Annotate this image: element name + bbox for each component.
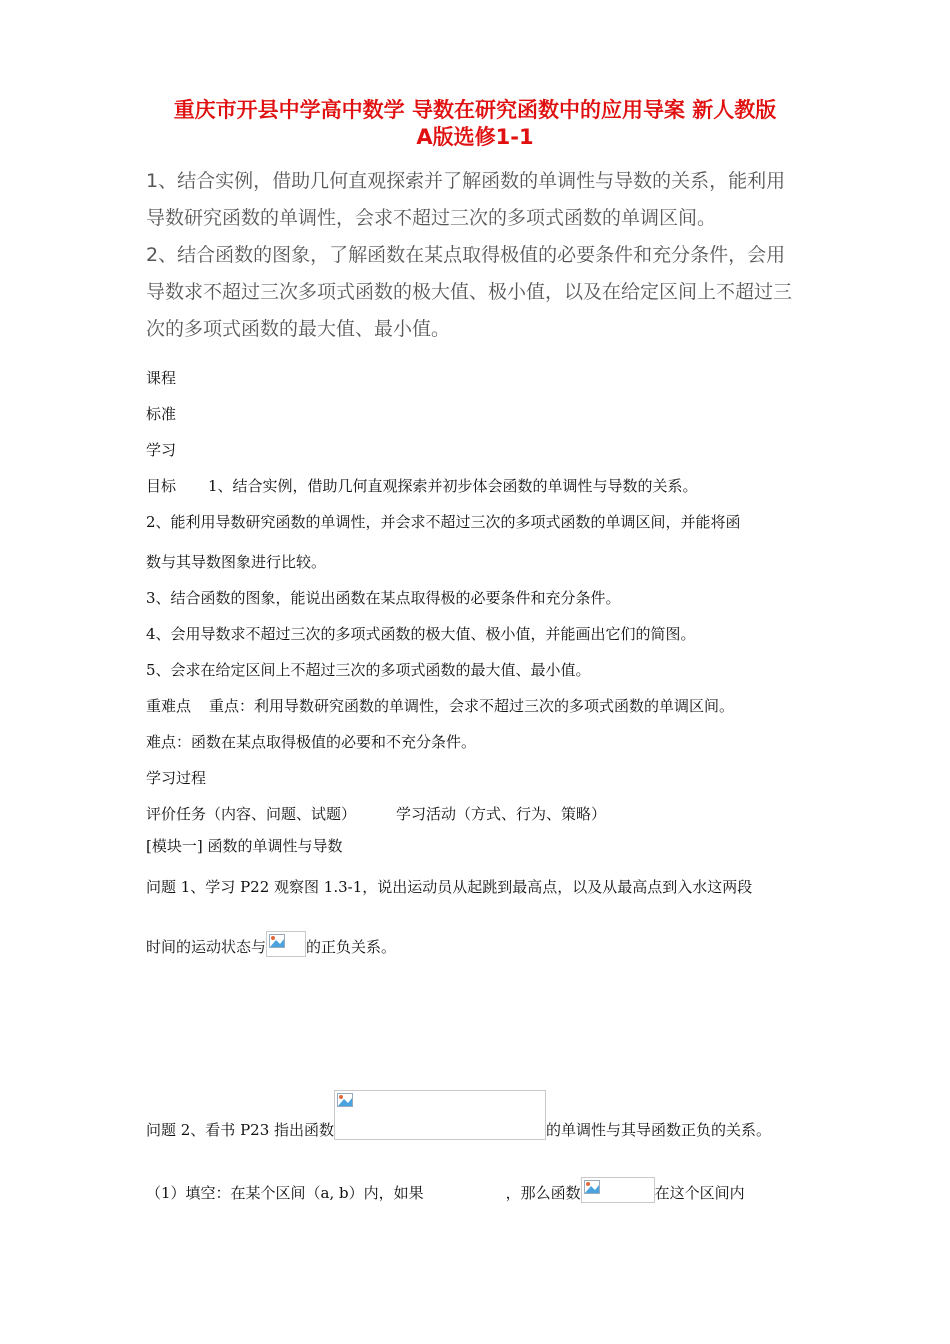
formula-image-placeholder <box>266 931 306 957</box>
intro-line-3: 2、结合函数的图象，了解函数在某点取得极值的必要条件和充分条件，会用 <box>146 244 786 266</box>
broken-image-icon <box>337 1093 353 1107</box>
question-1-line-a: 问题 1、学习 P22 观察图 1.3-1，说出运动员从起跳到最高点，以及从最高点到入水这两段 <box>146 878 753 896</box>
goal-5: 5、会求在给定区间上不超过三次的多项式函数的最大值、最小值。 <box>146 661 591 679</box>
question-1-line-b: 时间的运动状态与 的正负关系。 <box>146 931 396 957</box>
label-kecheng: 课程 <box>146 369 177 387</box>
document-title-line1: 重庆市开县中学高中数学 导数在研究函数中的应用导案 新人教版 <box>173 98 777 122</box>
goal-3: 3、结合函数的图象，能说出函数在某点取得极的必要条件和充分条件。 <box>146 589 621 607</box>
label-mubiao: 目标 <box>146 477 177 495</box>
columns-row <box>146 804 606 824</box>
question-2-line: 问题 2、看书 P23 指出函数 的单调性与其导函数正负的关系。 <box>146 1090 771 1140</box>
key-point: 重点：利用导数研究函数的单调性，会求不超过三次的多项式函数的单调区间。 <box>209 697 735 715</box>
goal-1: 1、结合实例，借助几何直观探索并初步体会函数的单调性与导数的关系。 <box>208 477 698 495</box>
label-xuexi: 学习 <box>146 441 177 459</box>
label-zhongnandian: 重难点 <box>146 697 192 715</box>
goal-row-1 <box>146 476 698 496</box>
module-one-heading: [模块一] 函数的单调性与导数 <box>146 837 343 855</box>
document-title-line2: A版选修1-1 <box>416 125 534 149</box>
broken-image-icon <box>269 934 285 948</box>
fill-in-line: （1）填空：在某个区间（a, b）内，如果 ，那么函数 在这个区间内 <box>146 1177 745 1203</box>
label-biaozhun: 标准 <box>146 405 177 423</box>
evaluation-tasks-heading: 评价任务（内容、问题、试题） <box>146 805 357 823</box>
goal-2b: 数与其导数图象进行比较。 <box>146 553 327 571</box>
intro-line-2: 导数研究函数的单调性，会求不超过三次的多项式函数的单调区间。 <box>146 207 717 229</box>
function-formula-image-placeholder <box>334 1090 546 1140</box>
label-learning-process: 学习过程 <box>146 769 207 787</box>
goal-2a: 2、能利用导数研究函数的单调性，并会求不超过三次的多项式函数的单调区间，并能将函 <box>146 513 741 531</box>
broken-image-icon <box>584 1180 600 1194</box>
intro-line-5: 次的多项式函数的最大值、最小值。 <box>146 318 451 340</box>
intro-line-1: 1、结合实例，借助几何直观探索并了解函数的单调性与导数的关系，能利用 <box>146 170 786 192</box>
key-points-row <box>146 696 734 716</box>
learning-activities-heading: 学习活动（方式、行为、策略） <box>396 805 607 823</box>
intro-line-4: 导数求不超过三次多项式函数的极大值、极小值，以及在给定区间上不超过三 <box>146 281 793 303</box>
difficult-point: 难点：函数在某点取得极值的必要和不充分条件。 <box>146 733 477 751</box>
function-symbol-image-placeholder <box>581 1177 655 1203</box>
goal-4: 4、会用导数求不超过三次的多项式函数的极大值、极小值，并能画出它们的简图。 <box>146 625 696 643</box>
